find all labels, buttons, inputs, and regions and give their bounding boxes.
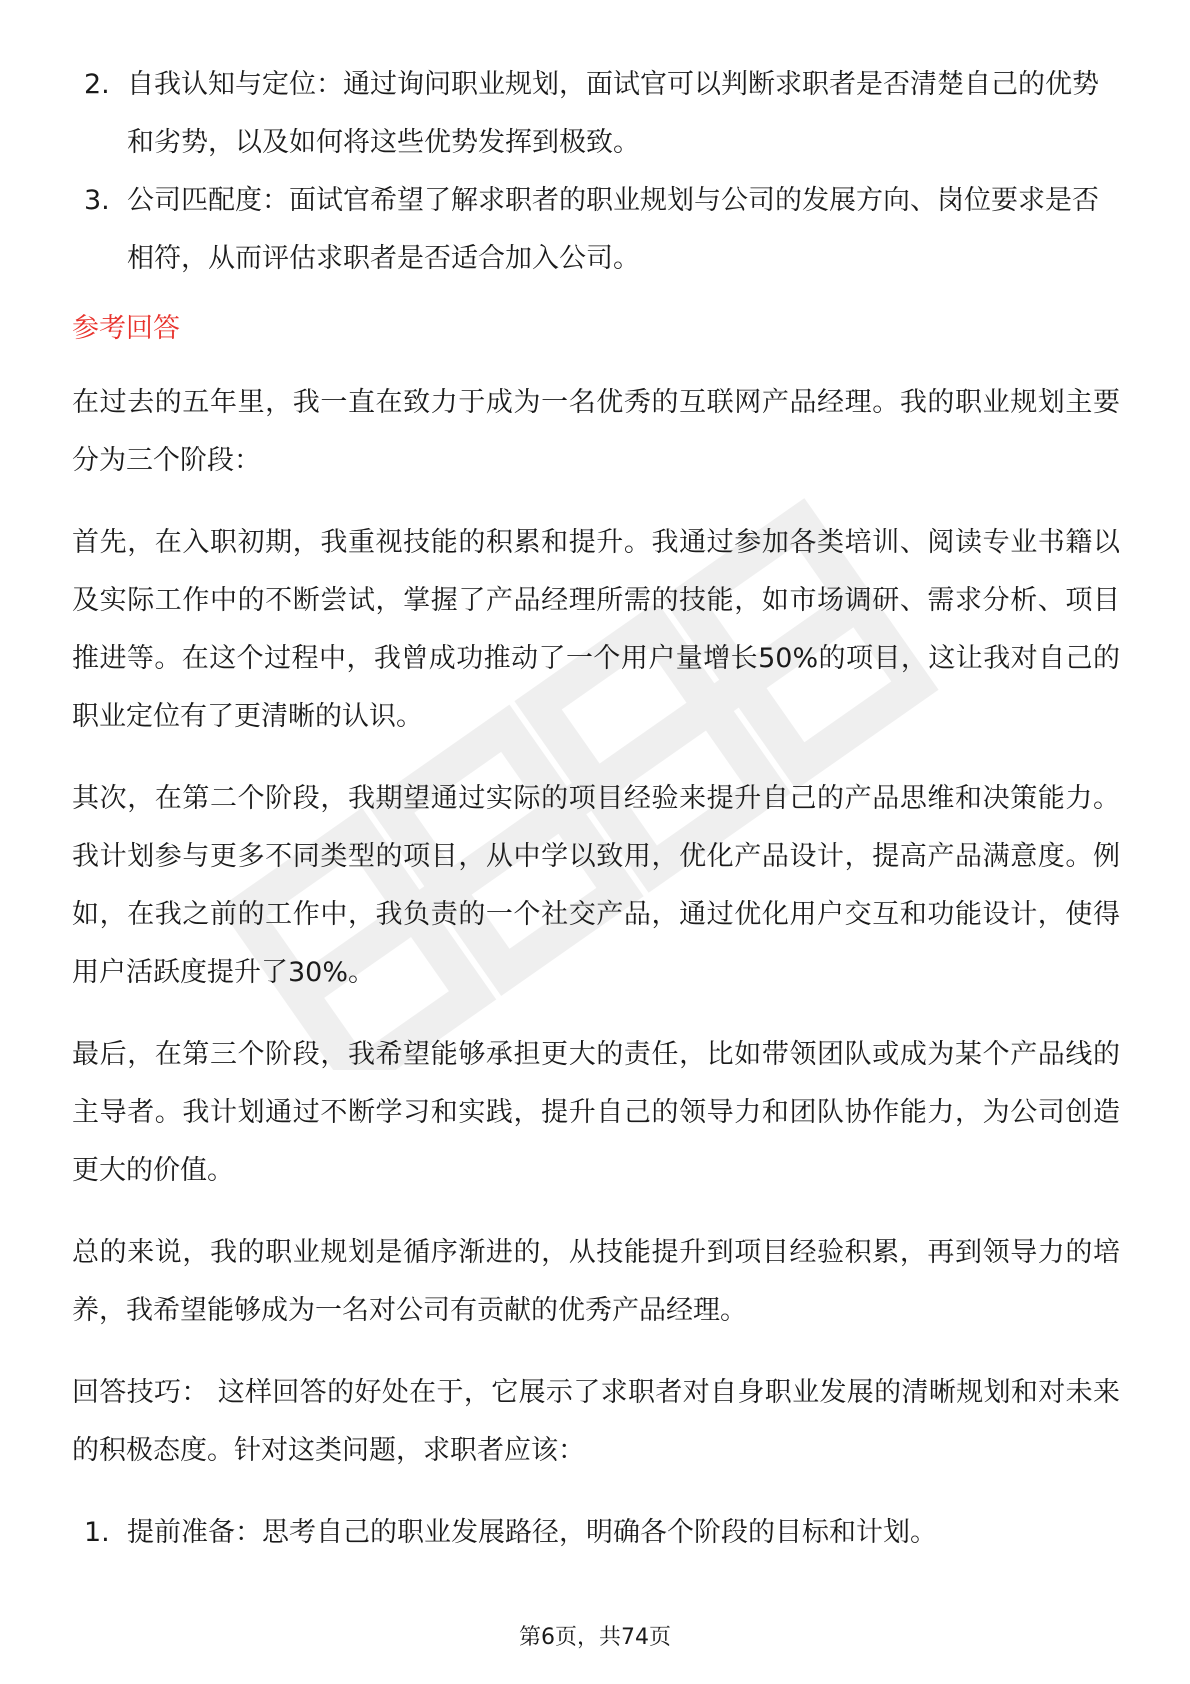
list-item [72,1504,1120,1562]
list-number: 2. [84,69,110,100]
list-text: 自我认知与定位：通过询问职业规划，面试官可以判断求职者是否清楚自己的优势和劣势，以及如何将这些优势发挥到极致。 [127,69,1099,158]
page-content [72,56,1120,1562]
list-number: 3. [84,185,110,216]
list-item [72,56,1120,172]
tips-list [72,1504,1120,1562]
paragraph: 最后，在第三个阶段，我希望能够承担更大的责任，比如带领团队或成为某个产品线的主导者。我计划通过不断学习和实践，提升自己的领导力和团队协作能力，为公司创造更大的价值。 [72,1039,1120,1186]
page-footer: 第6页，共74页 [519,1625,671,1650]
paragraph: 首先，在入职初期，我重视技能的积累和提升。我通过参加各类培训、阅读专业书籍以及实际工作中的不断尝试，掌握了产品经理所需的技能，如市场调研、需求分析、项目推进等。在这个过程中，我曾成功推动了一个用户量增长50%的项目，这让我对自己的职业定位有了更清晰的认识。 [72,527,1120,732]
list-text: 公司匹配度：面试官希望了解求职者的职业规划与公司的发展方向、岗位要求是否相符，从而评估求职者是否适合加入公司。 [127,185,1099,274]
list-text: 提前准备：思考自己的职业发展路径，明确各个阶段的目标和计划。 [127,1517,937,1548]
list-item [72,172,1120,288]
list-number: 1. [84,1517,110,1548]
paragraph: 总的来说，我的职业规划是循序渐进的，从技能提升到项目经验积累，再到领导力的培养，我希望能够成为一名对公司有贡献的优秀产品经理。 [72,1237,1120,1326]
paragraph: 回答技巧： 这样回答的好处在于，它展示了求职者对自身职业发展的清晰规划和对未来的积极态度。针对这类问题，求职者应该： [72,1377,1120,1466]
paragraph: 其次，在第二个阶段，我期望通过实际的项目经验来提升自己的产品思维和决策能力。我计划参与更多不同类型的项目，从中学以致用，优化产品设计，提高产品满意度。例如，在我之前的工作中，我负责的一个社交产品，通过优化用户交互和功能设计，使得用户活跃度提升了30%。 [72,783,1120,988]
reason-list [72,56,1120,288]
section-heading: 参考回答 [72,313,180,344]
paragraph: 在过去的五年里，我一直在致力于成为一名优秀的互联网产品经理。我的职业规划主要分为三个阶段： [72,387,1120,476]
